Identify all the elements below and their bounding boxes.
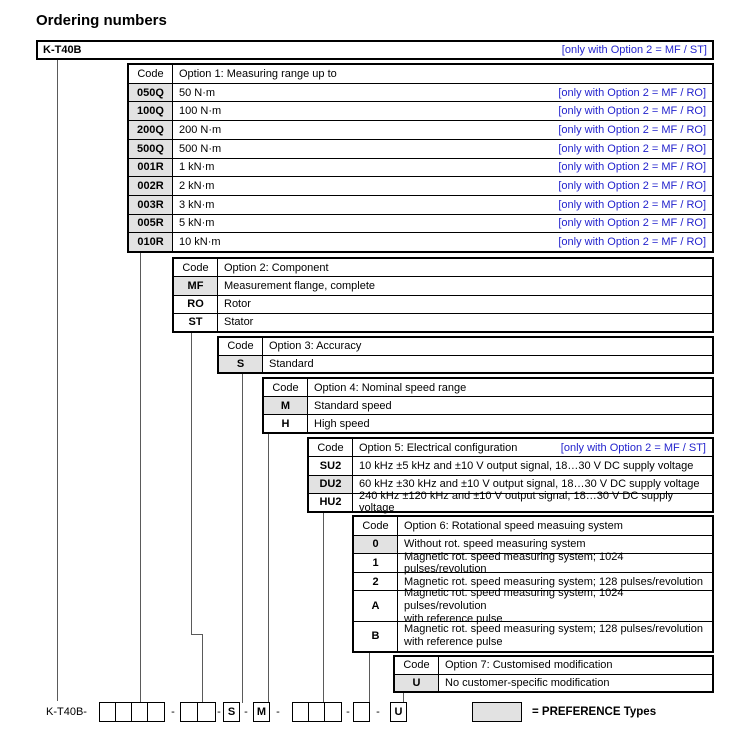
- option2-title: Option 2: Component: [224, 261, 329, 274]
- option1-code-005R: 005R: [129, 215, 173, 233]
- option3-title: Option 3: Accuracy: [269, 340, 362, 353]
- option2-table: [172, 257, 714, 333]
- option1-code-200Q: 200Q: [129, 121, 173, 139]
- order-code-option7-box: U: [390, 702, 407, 722]
- option2-desc: Measurement flange, complete: [224, 279, 376, 292]
- table-row: [309, 490, 712, 515]
- order-code-box: [181, 703, 198, 721]
- option1-desc: 2 kN·m: [179, 180, 215, 193]
- option1-title: Option 1: Measuring range up to: [179, 67, 337, 80]
- option1-desc: 500 N·m: [179, 142, 222, 155]
- option1-row-note: [only with Option 2 = MF / RO]: [558, 105, 706, 118]
- option7-title: Option 7: Customised modification: [445, 659, 613, 672]
- option6-code-0: 0: [354, 536, 398, 554]
- option6-desc-line1: Magnetic rot. speed measuring system; 128 pulses/revolution: [404, 623, 703, 636]
- option6-table: [352, 515, 714, 653]
- order-code-option5-boxes: [292, 702, 342, 722]
- option6-desc: Without rot. speed measuring system: [404, 538, 586, 551]
- option6-code-2: 2: [354, 573, 398, 591]
- table-row: [129, 158, 712, 177]
- order-code-option6-box: [353, 702, 370, 722]
- order-code-box: [309, 703, 325, 721]
- option1-code-010R: 010R: [129, 233, 173, 251]
- table-row: [354, 621, 712, 651]
- table-row: [129, 195, 712, 214]
- option3-header-row: [219, 338, 712, 355]
- option2-desc: Stator: [224, 316, 254, 329]
- option2-desc: Rotor: [224, 298, 251, 311]
- connector-option1: [140, 252, 141, 703]
- option1-header-row: [129, 65, 712, 83]
- option7-code-header: Code: [395, 657, 439, 674]
- option6-code-header: Code: [354, 517, 398, 535]
- option1-desc: 50 N·m: [179, 86, 216, 99]
- root-product-note: [only with Option 2 = MF / ST]: [561, 44, 707, 56]
- option1-code-100Q: 100Q: [129, 102, 173, 120]
- option7-header-row: [395, 657, 712, 674]
- table-row: [264, 414, 712, 432]
- option6-desc-line2: with reference pulse: [404, 636, 503, 649]
- order-code-box: [148, 703, 164, 721]
- option7-code-U: U: [395, 675, 439, 692]
- order-code-dash: -: [376, 706, 380, 718]
- root-product-label: K-T40B: [43, 44, 82, 56]
- option4-table: [262, 377, 714, 434]
- order-code-dash: -: [346, 706, 350, 718]
- option2-code-MF: MF: [174, 277, 218, 294]
- option6-code-1: 1: [354, 554, 398, 572]
- option5-table: [307, 437, 714, 513]
- connector-option2-upper: [191, 332, 192, 634]
- option1-row-note: [only with Option 2 = MF / RO]: [558, 217, 706, 230]
- table-row: [129, 120, 712, 139]
- option1-code-header: Code: [129, 65, 173, 83]
- option4-code-H: H: [264, 415, 308, 432]
- option4-desc: High speed: [314, 417, 370, 430]
- option1-desc: 100 N·m: [179, 105, 222, 118]
- table-row: [129, 214, 712, 233]
- root-product-box: [36, 40, 714, 60]
- option1-code-003R: 003R: [129, 196, 173, 214]
- table-row: [264, 396, 712, 414]
- order-code-prefix: K-T40B-: [46, 706, 87, 718]
- option6-code-A: A: [354, 591, 398, 620]
- order-code-box: [132, 703, 148, 721]
- option2-code-ST: ST: [174, 314, 218, 331]
- option6-title: Option 6: Rotational speed measuing system: [404, 519, 623, 532]
- option3-desc: Standard: [269, 357, 314, 370]
- table-row: [129, 176, 712, 195]
- order-code-box: [116, 703, 132, 721]
- option2-code-header: Code: [174, 259, 218, 276]
- table-row: [129, 232, 712, 251]
- option6-code-B: B: [354, 622, 398, 651]
- option1-table: [127, 63, 714, 253]
- option1-desc: 1 kN·m: [179, 161, 215, 174]
- option5-code-SU2: SU2: [309, 457, 353, 474]
- table-row: [354, 550, 712, 575]
- option5-desc: 240 kHz ±120 kHz and ±10 V output signal, 18…30 V DC supply voltage: [359, 490, 674, 515]
- order-code-box: [293, 703, 309, 721]
- table-row: [129, 139, 712, 158]
- option6-desc-line2: with reference pulse: [404, 612, 503, 625]
- option2-code-RO: RO: [174, 296, 218, 313]
- page-title: Ordering numbers: [36, 12, 167, 29]
- option1-desc: 200 N·m: [179, 123, 222, 136]
- order-code-dash: -: [276, 706, 280, 718]
- option6-desc: Magnetic rot. speed measuring system; 128 pulses/revolution: [404, 575, 703, 588]
- option4-code-M: M: [264, 397, 308, 414]
- option6-header-row: [354, 517, 712, 535]
- table-row: [219, 355, 712, 373]
- option6-desc: Magnetic rot. speed measuring system; 1024 pulses/revolution: [404, 550, 624, 575]
- table-row: [129, 101, 712, 120]
- option1-row-note: [only with Option 2 = MF / RO]: [558, 180, 706, 193]
- option1-row-note: [only with Option 2 = MF / RO]: [558, 86, 706, 99]
- option4-title: Option 4: Nominal speed range: [314, 381, 467, 394]
- option1-row-note: [only with Option 2 = MF / RO]: [558, 142, 706, 155]
- option3-code-S: S: [219, 356, 263, 373]
- option4-header-row: [264, 379, 712, 396]
- option1-desc: 10 kN·m: [179, 236, 221, 249]
- order-code-box: [198, 703, 215, 721]
- option5-note: [only with Option 2 = MF / ST]: [560, 441, 706, 454]
- order-code-box: [100, 703, 116, 721]
- option3-table: [217, 336, 714, 374]
- table-row: [354, 586, 712, 625]
- table-row: [309, 456, 712, 474]
- option5-header-row: [309, 439, 712, 456]
- order-code-dash: -: [217, 706, 221, 718]
- option1-row-note: [only with Option 2 = MF / RO]: [558, 123, 706, 136]
- table-row: [174, 295, 712, 313]
- option5-code-header: Code: [309, 439, 353, 456]
- option5-title: Option 5: Electrical configuration: [359, 441, 518, 454]
- order-code-option4-box: M: [253, 702, 270, 722]
- preference-legend-label: = PREFERENCE Types: [532, 706, 657, 718]
- order-code-box: [325, 703, 341, 721]
- table-row: [174, 276, 712, 294]
- option1-desc: 3 kN·m: [179, 198, 215, 211]
- option2-header-row: [174, 259, 712, 276]
- option1-code-500Q: 500Q: [129, 140, 173, 158]
- option5-code-HU2: HU2: [309, 494, 353, 511]
- option1-code-050Q: 050Q: [129, 84, 173, 102]
- option1-code-001R: 001R: [129, 159, 173, 177]
- option5-code-DU2: DU2: [309, 476, 353, 493]
- preference-legend-swatch: [472, 702, 522, 722]
- connector-option4: [268, 433, 269, 703]
- option3-code-header: Code: [219, 338, 263, 355]
- option1-row-note: [only with Option 2 = MF / RO]: [558, 198, 706, 211]
- option1-row-note: [only with Option 2 = MF / RO]: [558, 236, 706, 249]
- option5-desc: 10 kHz ±5 kHz and ±10 V output signal, 18…30 V DC supply voltage: [359, 459, 694, 472]
- order-code-option3-box: S: [223, 702, 240, 722]
- connector-root: [57, 59, 58, 701]
- option7-table: [393, 655, 714, 693]
- connector-option5: [323, 512, 324, 703]
- order-code-option1-boxes: [99, 702, 165, 722]
- table-row: [129, 83, 712, 102]
- option7-desc: No customer-specific modification: [445, 676, 610, 689]
- option1-code-002R: 002R: [129, 177, 173, 195]
- order-code-dash: -: [171, 706, 175, 718]
- option6-desc-line1: Magnetic rot. speed measuring system; 1024 pulses/revolution: [404, 586, 624, 612]
- option1-desc: 5 kN·m: [179, 217, 215, 230]
- order-code-option2-boxes: [180, 702, 216, 722]
- table-row: [174, 313, 712, 331]
- connector-option3: [242, 373, 243, 703]
- option1-row-note: [only with Option 2 = MF / RO]: [558, 161, 706, 174]
- connector-option2-lower: [202, 634, 203, 703]
- option4-code-header: Code: [264, 379, 308, 396]
- option5-desc: 60 kHz ±30 kHz and ±10 V output signal, 18…30 V DC supply voltage: [359, 478, 700, 491]
- table-row: [395, 674, 712, 692]
- connector-option6: [369, 652, 370, 703]
- option4-desc: Standard speed: [314, 399, 392, 412]
- order-code-dash: -: [244, 706, 248, 718]
